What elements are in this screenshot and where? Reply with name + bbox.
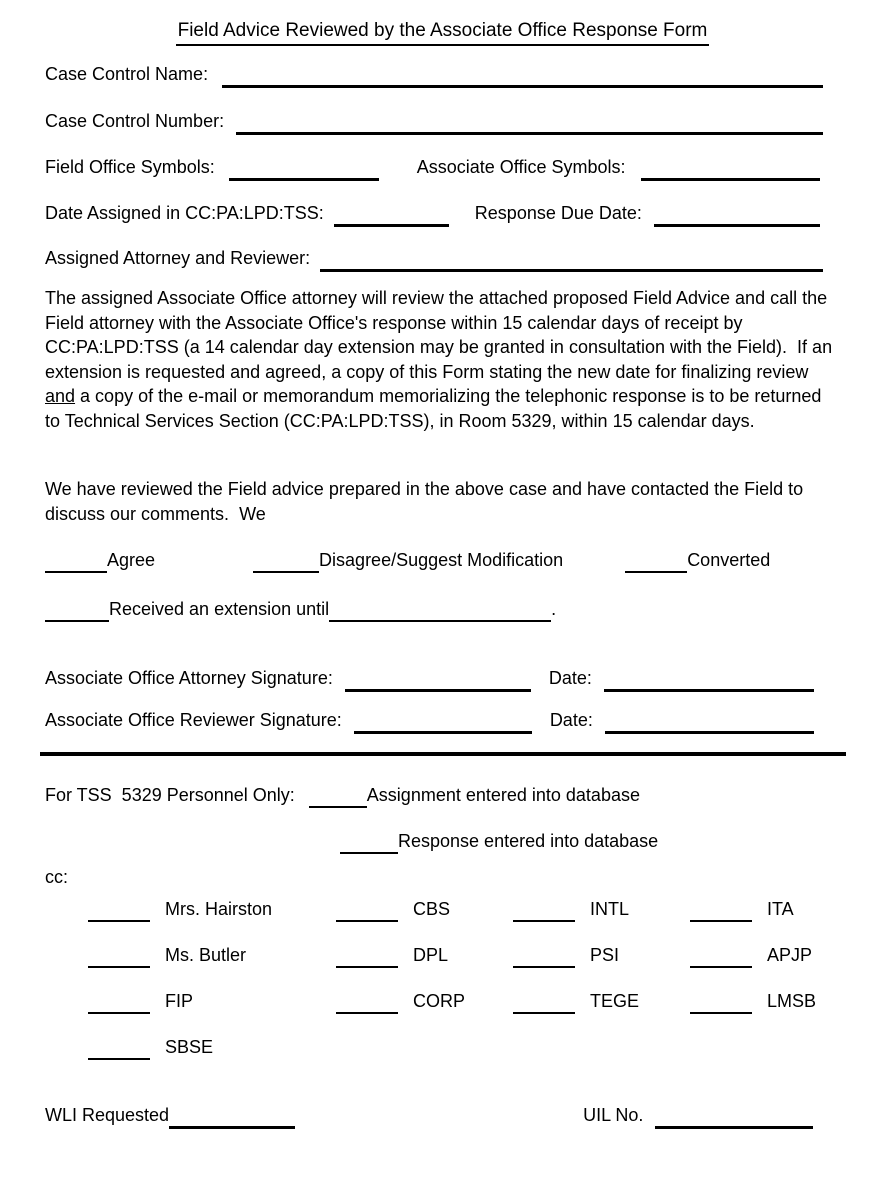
tss-assignment-field[interactable] bbox=[309, 788, 367, 808]
reviewer-date-field[interactable] bbox=[605, 714, 814, 734]
reviewer-date-label: Date: bbox=[549, 710, 593, 730]
cc-item-hairston bbox=[88, 898, 272, 920]
cc-item-intl bbox=[513, 898, 629, 920]
cc-cbs-label: CBS bbox=[413, 899, 451, 919]
case-control-number-row bbox=[45, 110, 823, 132]
case-control-name-field[interactable] bbox=[222, 68, 823, 88]
cc-corp-field[interactable] bbox=[336, 994, 398, 1014]
date-assigned-label: Date Assigned in CC:PA:LPD:TSS: bbox=[45, 203, 324, 223]
extension-row bbox=[45, 598, 835, 620]
tss-assignment-label: Assignment entered into database bbox=[366, 785, 640, 805]
tss-personnel-label: For TSS 5329 Personnel Only: bbox=[45, 785, 295, 805]
reviewer-signature-field[interactable] bbox=[354, 714, 532, 734]
wli-requested-label: WLI Requested bbox=[45, 1105, 170, 1125]
cc-hairston-field[interactable] bbox=[88, 902, 150, 922]
cc-ita-field[interactable] bbox=[690, 902, 752, 922]
title-row bbox=[0, 20, 885, 46]
section-divider bbox=[40, 752, 846, 756]
disagree-label: Disagree/Suggest Modification bbox=[319, 550, 564, 570]
case-control-name-label: Case Control Name: bbox=[45, 64, 209, 84]
cc-tege-label: TEGE bbox=[590, 991, 640, 1011]
form-title: Field Advice Reviewed by the Associate Office Response Form bbox=[176, 20, 710, 46]
cc-tege-field[interactable] bbox=[513, 994, 575, 1014]
cc-sbse-label: SBSE bbox=[165, 1037, 214, 1057]
footer-row bbox=[45, 1104, 835, 1126]
cc-item-apjp bbox=[690, 944, 812, 966]
converted-field[interactable] bbox=[625, 553, 687, 573]
reviewed-statement: We have reviewed the Field advice prepared in the above case and have contacted the Field to discuss our comments. We bbox=[45, 479, 809, 524]
cc-item-ita bbox=[690, 898, 794, 920]
response-due-date-label: Response Due Date: bbox=[474, 203, 642, 223]
cc-apjp-field[interactable] bbox=[690, 948, 752, 968]
cc-item-sbse bbox=[88, 1036, 213, 1058]
case-control-name-row bbox=[45, 63, 823, 85]
cc-butler-field[interactable] bbox=[88, 948, 150, 968]
cc-item-fip bbox=[88, 990, 193, 1012]
extension-check-field[interactable] bbox=[45, 602, 109, 622]
field-office-symbols-field[interactable] bbox=[229, 161, 379, 181]
agree-label: Agree bbox=[107, 550, 156, 570]
cc-cbs-field[interactable] bbox=[336, 902, 398, 922]
disagree-field[interactable] bbox=[253, 553, 319, 573]
cc-intl-field[interactable] bbox=[513, 902, 575, 922]
cc-item-butler bbox=[88, 944, 246, 966]
cc-item-tege bbox=[513, 990, 639, 1012]
associate-office-symbols-label: Associate Office Symbols: bbox=[416, 157, 626, 177]
field-office-symbols-label: Field Office Symbols: bbox=[45, 157, 215, 177]
attorney-signature-field[interactable] bbox=[345, 672, 531, 692]
associate-office-symbols-field[interactable] bbox=[641, 161, 820, 181]
cc-dpl-field[interactable] bbox=[336, 948, 398, 968]
tss-response-field[interactable] bbox=[340, 834, 398, 854]
cc-label: cc: bbox=[45, 867, 69, 887]
instructions-paragraph bbox=[45, 286, 838, 433]
office-symbols-row bbox=[45, 156, 820, 178]
cc-lmsb-field[interactable] bbox=[690, 994, 752, 1014]
cc-psi-label: PSI bbox=[590, 945, 620, 965]
cc-fip-label: FIP bbox=[165, 991, 194, 1011]
case-control-number-field[interactable] bbox=[236, 115, 823, 135]
cc-corp-label: CORP bbox=[413, 991, 466, 1011]
attorney-date-field[interactable] bbox=[604, 672, 814, 692]
extension-period: . bbox=[551, 599, 557, 619]
instructions-part1: The assigned Associate Office attorney will review the attached proposed Field Advice and call the Field attorney with the Associate Office's response within 15 calendar days of receipt by CC:PA:LPD:TSS (a 14 calendar day extension may be granted in consultation with the Field). If an extension is requested and agreed, a copy of this Form stating the new date for finalizing review bbox=[45, 288, 838, 382]
uil-no-field[interactable] bbox=[655, 1109, 813, 1129]
cc-intl-label: INTL bbox=[590, 899, 630, 919]
attorney-signature-label: Associate Office Attorney Signature: bbox=[45, 668, 333, 688]
assigned-attorney-field[interactable] bbox=[320, 252, 823, 272]
tss-response-row bbox=[340, 830, 840, 852]
extension-label: Received an extension until bbox=[109, 599, 330, 619]
cc-item-cbs bbox=[336, 898, 450, 920]
cc-butler-label: Ms. Butler bbox=[165, 945, 247, 965]
cc-lmsb-label: LMSB bbox=[767, 991, 817, 1011]
uil-no-label: UIL No. bbox=[583, 1105, 644, 1125]
cc-row-1 bbox=[0, 898, 885, 922]
agree-field[interactable] bbox=[45, 553, 107, 573]
case-control-number-label: Case Control Number: bbox=[45, 111, 225, 131]
cc-item-corp bbox=[336, 990, 465, 1012]
date-assigned-field[interactable] bbox=[334, 207, 449, 227]
converted-label: Converted bbox=[687, 550, 771, 570]
cc-apjp-label: APJP bbox=[767, 945, 813, 965]
cc-row-4 bbox=[0, 1036, 885, 1060]
tss-response-label: Response entered into database bbox=[398, 831, 659, 851]
cc-psi-field[interactable] bbox=[513, 948, 575, 968]
attorney-date-label: Date: bbox=[548, 668, 592, 688]
cc-label-row bbox=[45, 866, 68, 888]
reviewer-signature-label: Associate Office Reviewer Signature: bbox=[45, 710, 342, 730]
instructions-part2: a copy of the e-mail or memorandum memorializing the telephonic response is to be returned to Technical Services Section (CC:PA:LPD:TSS), in Room 5329, within 15 calendar days. bbox=[45, 386, 827, 431]
cc-sbse-field[interactable] bbox=[88, 1040, 150, 1060]
cc-hairston-label: Mrs. Hairston bbox=[165, 899, 273, 919]
cc-ita-label: ITA bbox=[767, 899, 794, 919]
cc-row-3 bbox=[0, 990, 885, 1014]
dates-row bbox=[45, 202, 820, 224]
instructions-underlined-word: and bbox=[45, 386, 76, 406]
attorney-signature-row bbox=[45, 667, 814, 689]
extension-date-field[interactable] bbox=[329, 602, 551, 622]
response-options-row bbox=[45, 549, 835, 571]
cc-item-psi bbox=[513, 944, 619, 966]
cc-row-2 bbox=[0, 944, 885, 968]
cc-item-dpl bbox=[336, 944, 448, 966]
cc-item-lmsb bbox=[690, 990, 816, 1012]
assigned-attorney-label: Assigned Attorney and Reviewer: bbox=[45, 248, 311, 268]
cc-fip-field[interactable] bbox=[88, 994, 150, 1014]
cc-dpl-label: DPL bbox=[413, 945, 449, 965]
wli-requested-field[interactable] bbox=[169, 1109, 295, 1129]
reviewer-signature-row bbox=[45, 709, 814, 731]
tss-assignment-row bbox=[45, 784, 835, 806]
assigned-attorney-row bbox=[45, 247, 823, 269]
response-due-date-field[interactable] bbox=[654, 207, 820, 227]
